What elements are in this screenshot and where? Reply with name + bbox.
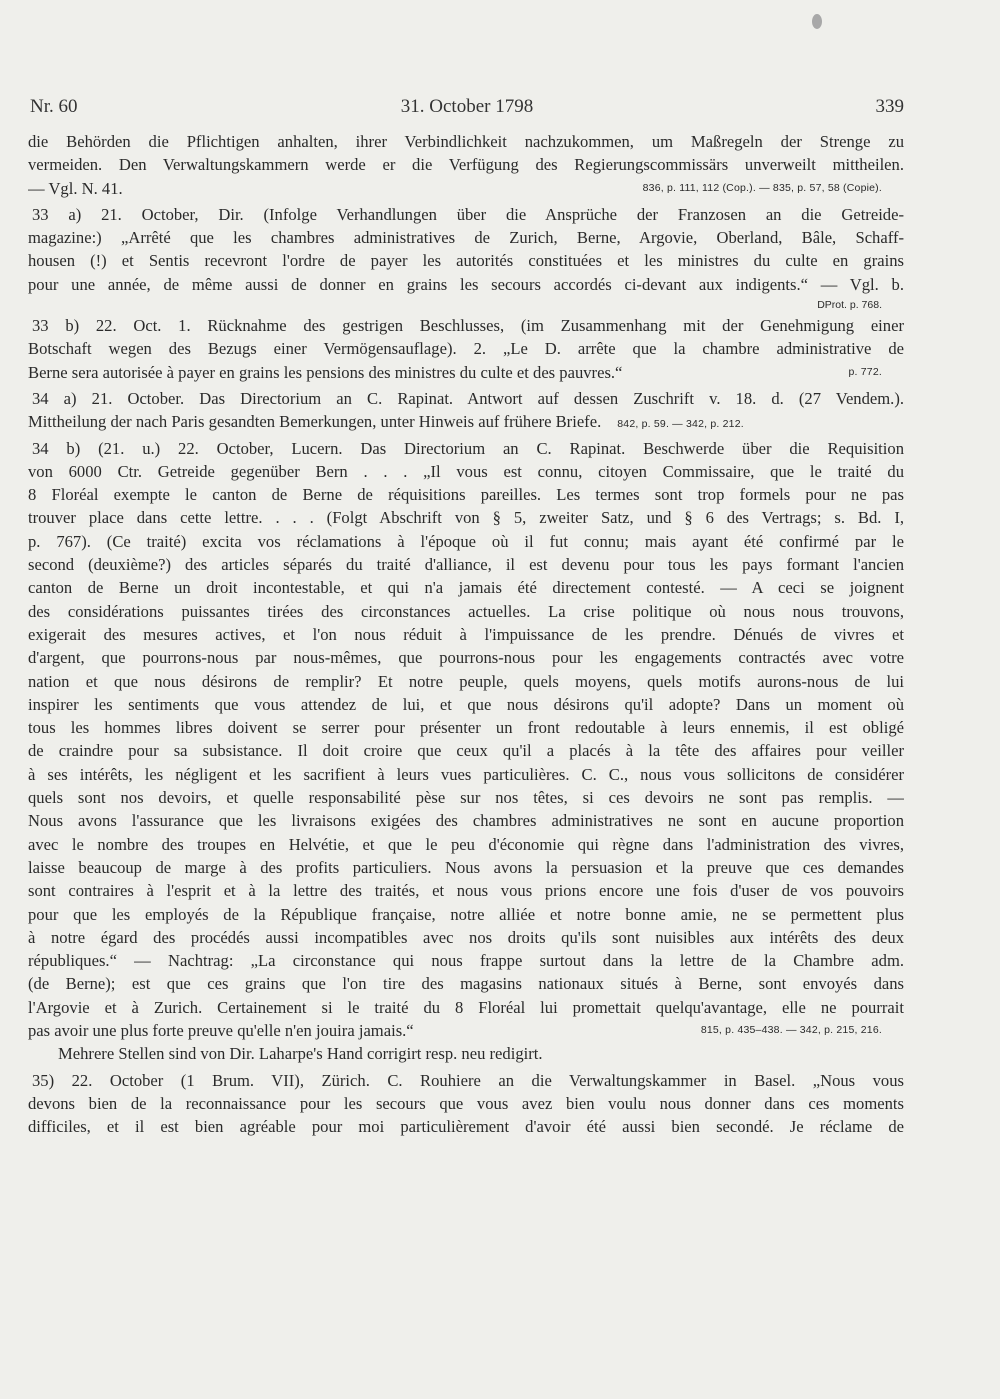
text-line: magazine:) „Arrêté que les chambres administratives de Zurich, Berne, Argovie, Oberland, Bâle, Schaff-: [28, 228, 904, 248]
document-date: 31. October 1798: [400, 96, 534, 117]
text-line: 8 Floréal exempte le canton de Berne de réquisitions pareilles. Les termes sont trop formels pour ne pas: [28, 485, 904, 505]
text-line: devons bien de la reconnaissance pour les secours que vous avez bien voulu nous donner dans ces moments: [28, 1093, 904, 1113]
text-line: exigerait des mesures actives, et l'on nous réduit à l'impuissance de les prendre. Dénués de vivres et: [28, 624, 904, 644]
document-number: Nr. 60: [30, 96, 78, 117]
text-line: Botschaft wegen des Bezugs einer Vermögensauflage). 2. „Le D. arrête que la chambre administrative de: [28, 339, 904, 359]
text-line: avec le nombre des troupes en Helvétie, et que le peu d'économie qui règne dans l'administration des vivres,: [28, 834, 904, 854]
text-line: trouver place dans cette lettre. . . . (Folgt Abschrift von § 5, zweiter Satz, und § 6 des Vertrags; s. Bd. I,: [28, 508, 904, 528]
source-reference: p. 772.: [848, 365, 882, 378]
text-line: Nous avons l'assurance que les livraisons exigées des chambres administratives ne sont en aucune proportion: [28, 811, 904, 831]
text-line: canton de Berne un droit incontestable, et qui n'a jamais été directement contesté. — A ceci se joignent: [28, 578, 904, 598]
text-line: 35) 22. October (1 Brum. VII), Zürich. C. Rouhiere an die Verwaltungskammer in Basel. „Nous vous: [32, 1070, 904, 1090]
text-line: nation et que nous désirons de remplir? Et notre peuple, quels moyens, quels motifs aurons-nous de lui: [28, 671, 904, 691]
text-line: die Behörden die Pflichtigen anhalten, ihrer Verbindlichkeit nachzukommen, um Maßregeln der Strenge zu: [28, 132, 904, 151]
page-header: [30, 96, 904, 120]
text-line: d'argent, que pourrons-nous par nous-mêmes, que pourrons-nous pour les engagements contractés avec votre: [28, 648, 904, 668]
text-line: von 6000 Ctr. Getreide gegenüber Bern . . . „Il vous est connu, citoyen Commissaire, que le traité du: [28, 461, 904, 481]
text-line: 33 a) 21. October, Dir. (Infolge Verhandlungen über die Ansprüche der Franzosen an die Getreide-: [32, 204, 904, 224]
text-line: sont contraires à l'esprit et à la lettre des traités, et nous vous prions encore une fois d'user de vos pouvoirs: [28, 881, 904, 901]
source-reference: 836, p. 111, 112 (Cop.). — 835, p. 57, 58 (Copie).: [642, 181, 882, 194]
text-line: quels sont nos devoirs, et quelle responsabilité pèse sur nos têtes, si ces devoirs ne sont pas remplis. —: [28, 788, 904, 808]
text-line: Mehrere Stellen sind von Dir. Laharpe's Hand corrigirt resp. neu redigirt.: [58, 1044, 543, 1064]
text-line: laisse beaucoup de marge à des profits particuliers. Nous avons la persuasion et la preuve que ces demandes: [28, 857, 904, 877]
text-line: difficiles, et il est bien agréable pour moi particulièrement d'avoir été aussi bien secondé. Je réclame de: [28, 1117, 904, 1137]
source-reference: 842, p. 59. — 342, p. 212.: [617, 418, 744, 431]
text-line: 34 b) (21. u.) 22. October, Lucern. Das Directorium an C. Rapinat. Beschwerde über die Requisition: [32, 438, 904, 458]
text-line: inspirer les sentiments que vous attendez de lui, et que nous désirons qu'il adopte? Dans un moment où: [28, 694, 904, 714]
source-reference: DProt. p. 768.: [817, 299, 882, 312]
text-line: l'Argovie et à Zurich. Certainement si le traité du 8 Floréal lui promettait quelqu'avantage, elle ne pourrait: [28, 997, 904, 1017]
text-line: tous les hommes libres doivent se serrer pour présenter un front redoutable à leurs ennemis, il est obligé: [28, 718, 904, 738]
page-number: 339: [875, 96, 904, 117]
text-line: pour une année, de même aussi de donner en grains les secours accordés ci-devant aux indigents.“ — Vgl. b.: [28, 274, 904, 294]
text-line: à ses intérêts, les négligent et les sacrifient à leurs vues particulières. C. C., nous vous sollicitons de considérer: [28, 764, 904, 784]
text-line: 33 b) 22. Oct. 1. Rücknahme des gestrigen Beschlusses, (im Zusammenhang mit der Genehmigung einer: [32, 316, 904, 336]
source-reference: 815, p. 435–438. — 342, p. 215, 216.: [700, 1023, 882, 1036]
text-line: à notre égard des procédés aussi incompatibles avec nos droits qu'ils sont nuisibles aux intérêts des deux: [28, 927, 904, 947]
text-line: vermeiden. Den Verwaltungskammern werde er die Verfügung des Regierungscommissärs unverweilt mittheilen.: [28, 155, 904, 175]
text-line: 34 a) 21. October. Das Directorium an C. Rapinat. Antwort auf dessen Zuschrift v. 18. d. (27 Vendem.).: [32, 388, 904, 408]
text-line: p. 767). (Ce traité) excita vos réclamations à l'époque où il fut connu; mais ayant été confirmé par le: [28, 531, 904, 551]
body-text: [28, 130, 904, 1138]
text-line: de craindre pour sa subsistance. Il doit croire que ceux qu'il a placés à la tête des affaires pour veiller: [28, 741, 904, 761]
text-line: républiques.“ — Nachtrag: „La circonstance qui nous frappe surtout dans la lettre de la Chambre adm.: [28, 951, 904, 971]
text-line: pour que les employés de la République française, notre alliée et notre bonne amie, ne se permettent plus: [28, 904, 904, 924]
text-line: housen (!) et Sentis recevront l'ordre de payer les autorités constituées et les ministres du culte en grains: [28, 251, 904, 271]
text-line: — Vgl. N. 41. 836, p. 111, 112 (Cop.). — 835, p. 57, 58 (Copie).: [28, 177, 904, 200]
text-line: pas avoir une plus forte preuve qu'elle n'en jouira jamais.“ 815, p. 435–438. — 342, p. 215, 216.: [28, 1019, 904, 1042]
text-line: second (deuxième?) des articles séparés du traité d'alliance, il est devenu pour tous les pays formant l'ancien: [28, 555, 904, 575]
text-line: (de Berne); est que ces grains que l'on tire des magasins nationaux situés à Berne, sont envoyés dans: [28, 974, 904, 994]
text-line: des considérations puissantes tirées des circonstances actuelles. La crise politique où nous nous trouvons,: [28, 601, 904, 621]
text-line: Mittheilung der nach Paris gesandten Bemerkungen, unter Hinweis auf frühere Briefe. 842, p. 59. — 342, p. 212.: [28, 412, 744, 432]
ink-blot: [812, 14, 822, 29]
text-line: Berne sera autorisée à payer en grains les pensions des ministres du culte et des pauvres.“ p. 772.: [28, 361, 904, 384]
